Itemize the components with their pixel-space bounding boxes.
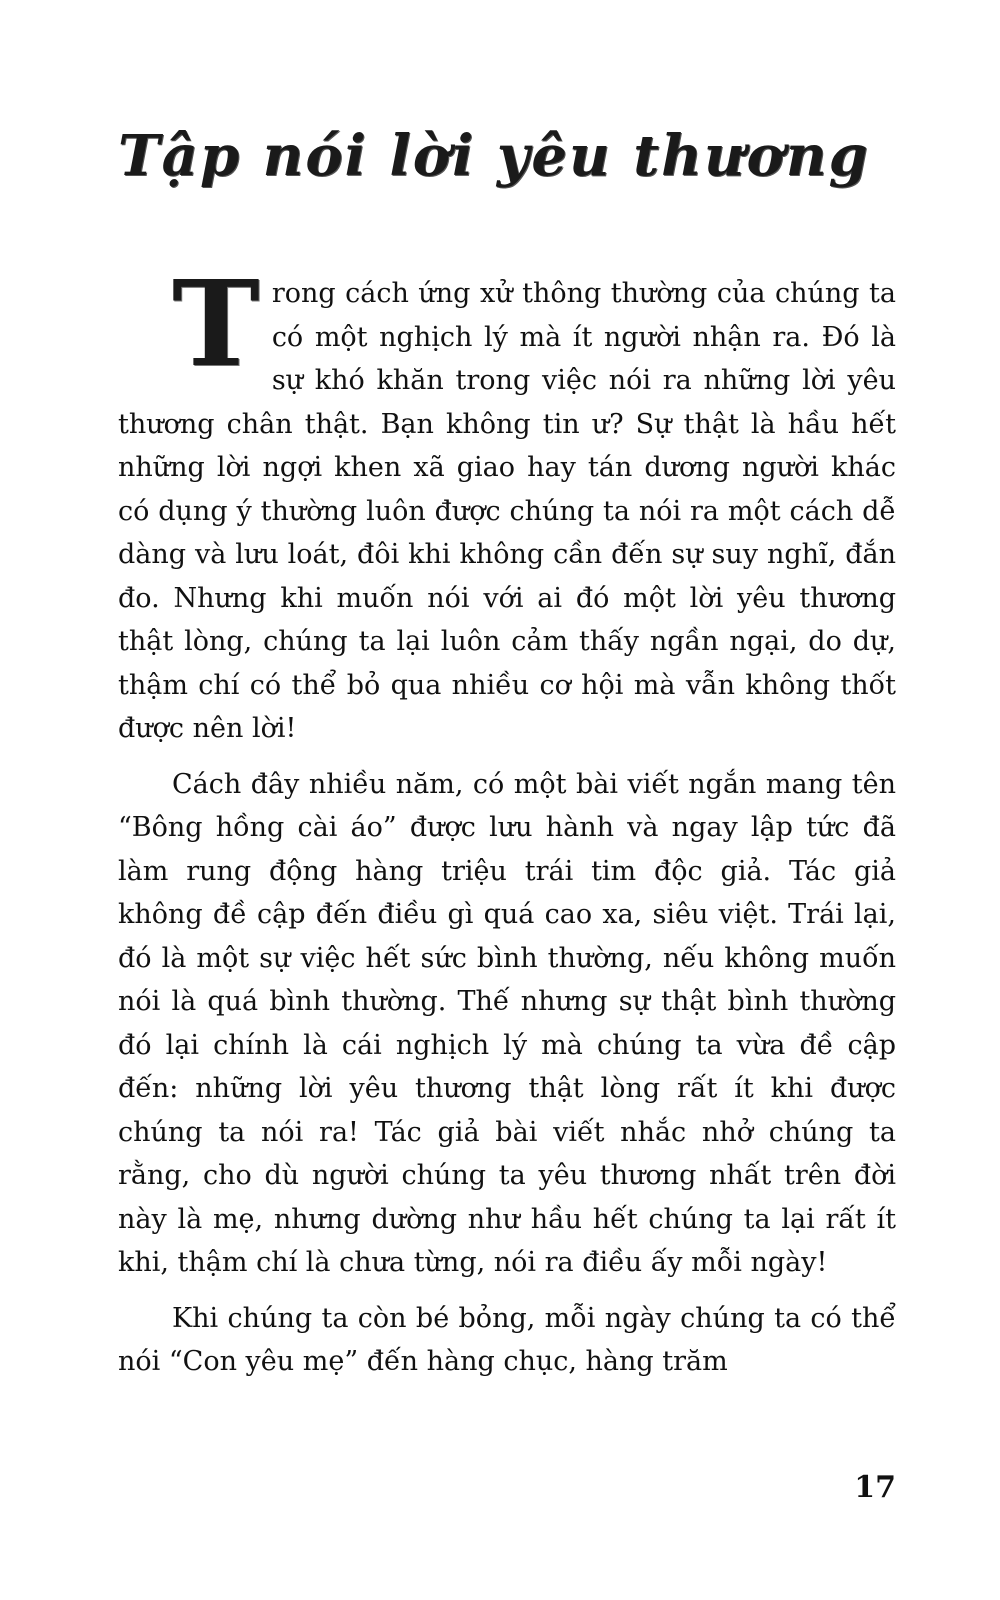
paragraph-1 <box>118 254 896 751</box>
drop-cap: T <box>172 254 260 393</box>
paragraph-1-text: rong cách ứng xử thông thường của chúng ta có một nghịch lý mà ít người nhận ra. Đó là sự khó khăn trong việc nói ra những lời yêu thương chân thật. Bạn không tin ư? Sự thật là hầu hết những lời ngợi khen xã giao hay tán dương người khác có dụng ý thường luôn được chúng ta nói ra một cách dễ dàng và lưu loát, đôi khi không cần đến sự suy nghĩ, đắn đo. Nhưng khi muốn nói với ai đó một lời yêu thương thật lòng, chúng ta lại luôn cảm thấy ngần ngại, do dự, thậm chí có thể bỏ qua nhiều cơ hội mà vẫn không thốt được nên lời! <box>118 278 896 744</box>
paragraph-3: Khi chúng ta còn bé bỏng, mỗi ngày chúng ta có thể nói “Con yêu mẹ” đến hàng chục, hàng trăm <box>118 1302 896 1377</box>
page-number: 17 <box>854 1470 896 1505</box>
chapter-title: Tập nói lời yêu thương <box>118 123 870 189</box>
body-text <box>118 254 896 1384</box>
paragraph-2: Cách đây nhiều năm, có một bài viết ngắn mang tên “Bông hồng cài áo” được lưu hành và ngay lập tức đã làm rung động hàng triệu trái tim độc giả. Tác giả không đề cập đến điều gì quá cao xa, siêu việt. Trái lại, đó là một sự việc hết sức bình thường, nếu không muốn nói là quá bình thường. Thế nhưng sự thật bình thường đó lại chính là cái nghịch lý mà chúng ta vừa đề cập đến: những lời yêu thương thật lòng rất ít khi được chúng ta nói ra! Tác giả bài viết nhắc nhở chúng ta rằng, cho dù người chúng ta yêu thương nhất trên đời này là mẹ, nhưng dường như hầu hết chúng ta lại rất ít khi, thậm chí là chưa từng, nói ra điều ấy mỗi ngày! <box>118 768 896 1278</box>
